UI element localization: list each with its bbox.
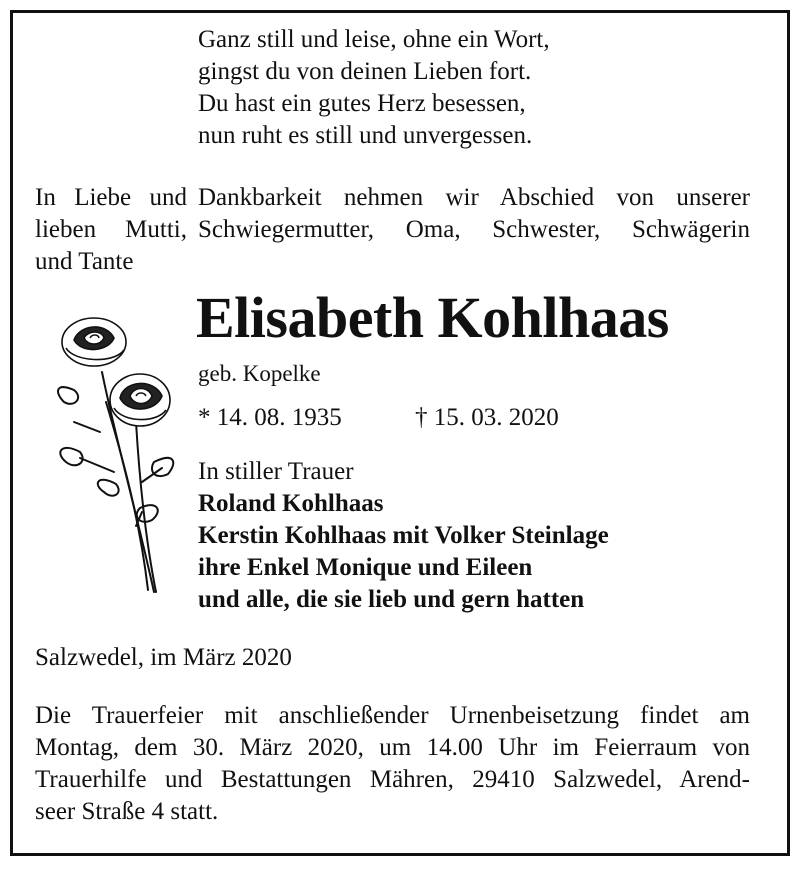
- mourner-name: Roland Kohlhaas: [198, 490, 384, 517]
- mourner-name: Kerstin Kohlhaas mit Volker Steinlage: [198, 522, 609, 549]
- mourners: [198, 456, 609, 616]
- intro-left-column: [35, 182, 187, 278]
- intro-right-column: [198, 182, 750, 246]
- intro-line: In Liebe und: [35, 184, 187, 211]
- funeral-line: Montag, dem 30. März 2020, um 14.00 Uhr im Feierraum von: [35, 734, 750, 761]
- mourner-name: ihre Enkel Monique und Eileen: [198, 554, 533, 581]
- roses-illustration-icon: [44, 312, 184, 602]
- poem-line: Du hast ein gutes Herz besessen,: [198, 90, 526, 117]
- poem-line: gingst du von deinen Lieben fort.: [198, 58, 532, 85]
- funeral-line: Die Trauerfeier mit anschließender Urnenbeisetzung findet am: [35, 702, 750, 729]
- place-date: Salzwedel, im März 2020: [35, 644, 292, 671]
- birth-date: * 14. 08. 1935: [198, 404, 342, 431]
- mourner-name: und alle, die sie lieb und gern hatten: [198, 586, 585, 613]
- poem-line: nun ruht es still und unvergessen.: [198, 122, 533, 149]
- mourners-heading: In stiller Trauer: [198, 458, 354, 485]
- funeral-line: seer Straße 4 statt.: [35, 798, 219, 825]
- intro-line: lieben Mutti,: [35, 216, 187, 243]
- deceased-name: Elisabeth Kohlhaas: [196, 285, 669, 350]
- birth-name: geb. Kopelke: [198, 361, 321, 386]
- death-date: † 15. 03. 2020: [415, 404, 559, 431]
- funeral-info: [35, 700, 750, 828]
- poem-line: Ganz still und leise, ohne ein Wort,: [198, 26, 550, 53]
- funeral-line: Trauerhilfe und Bestattungen Mähren, 29410 Salzwedel, Arend-: [35, 766, 750, 793]
- intro-line: Schwiegermutter, Oma, Schwester, Schwägerin: [198, 216, 750, 243]
- intro-line: Dankbarkeit nehmen wir Abschied von unserer: [198, 184, 750, 211]
- poem: [198, 24, 550, 152]
- intro-line: und Tante: [35, 248, 134, 275]
